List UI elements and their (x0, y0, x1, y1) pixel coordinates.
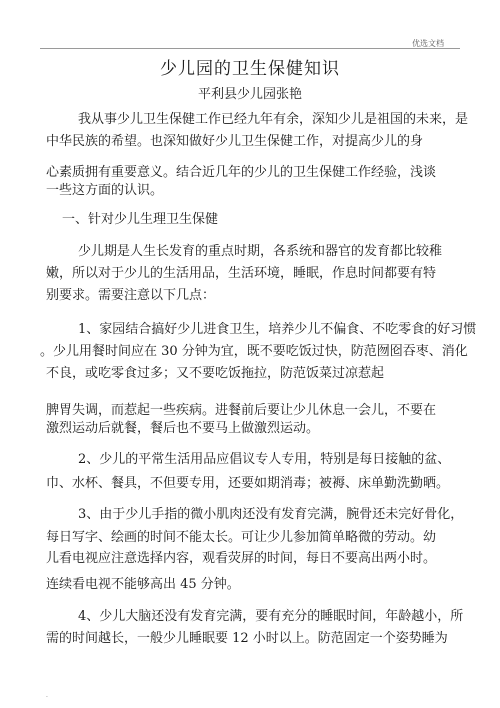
text-line: 需的时间越长，一般少儿睡眠要 12 小时以上。防范固定一个姿势睡为 (46, 631, 448, 646)
document-title: 少儿园的卫生保健知识 (160, 59, 340, 79)
footer-dot: . (46, 692, 48, 699)
text-line: 儿看电视应注意选择内容，观看荧屏的时间，每日不要高出两小时。 (46, 551, 437, 566)
text-line: 激烈运动后就餐，餐后也不要马上做激烈运动。 (46, 421, 320, 436)
text-line: 我从事少儿卫生保健工作已经九年有余，深知少儿是祖国的未来，是 (78, 112, 469, 127)
document-author: 平利县少儿园张艳 (197, 87, 302, 102)
section-heading: 一、针对少儿生理卫生保健 (62, 212, 219, 227)
text-line: 连续看电视不能够高出 45 分钟。 (46, 577, 240, 592)
text-line: 心素质拥有重要意义。结合近几年的少儿的卫生保健工作经验，浅谈 (46, 165, 437, 180)
text-line: 巾、水杯、餐具，不但要专用，还要如期消毒；被褥、床单勤洗勤晒。 (46, 476, 450, 491)
text-line: 2、少儿的平常生活用品应倡议专人专用，特别是每日接触的盆、 (78, 452, 451, 467)
text-line: 1、家园结合搞好少儿进食卫生，培养少儿不偏食、不吃零食的好习惯 (78, 322, 477, 337)
header-tag: 优选文档 (412, 39, 444, 48)
text-line: 嫩，所以对于少儿的生活用品，生活环境，睡眠，作息时间都要有特 (46, 266, 437, 281)
text-line: 少儿期是人生长发育的重点时期，各系统和器官的发育都比较稚 (78, 244, 443, 259)
text-line: 4、少儿大脑还没有发育完满，要有充分的睡眠时间，年龄越小，所 (78, 609, 464, 624)
header-divider (40, 48, 460, 49)
text-line: 中华民族的希望。也深知做好少儿卫生保健工作，对提高少儿的身 (46, 134, 424, 149)
text-line: 别要求。需要注意以下几点： (46, 288, 216, 303)
text-line: 不良，或吃零食过多；又不要吃饭拖拉，防范饭菜过凉惹起 (46, 366, 385, 381)
text-line: 一些这方面的认识。 (46, 183, 164, 198)
text-line: 每日写字、绘画的时间不能太长。可让少儿参加简单略微的劳动。幼 (46, 530, 437, 545)
text-line: 3、由于少儿手指的微小肌肉还没有发育完满，腕骨还未完好骨化， (78, 507, 464, 522)
text-line: 。少儿用餐时间应在 30 分钟为宜，既不要吃饭过快，防范囫囵吞枣、消化 (40, 344, 468, 359)
text-line: 脾胃失调，而惹起一些疾病。进餐前后要让少儿休息一会儿，不要在 (46, 403, 437, 418)
